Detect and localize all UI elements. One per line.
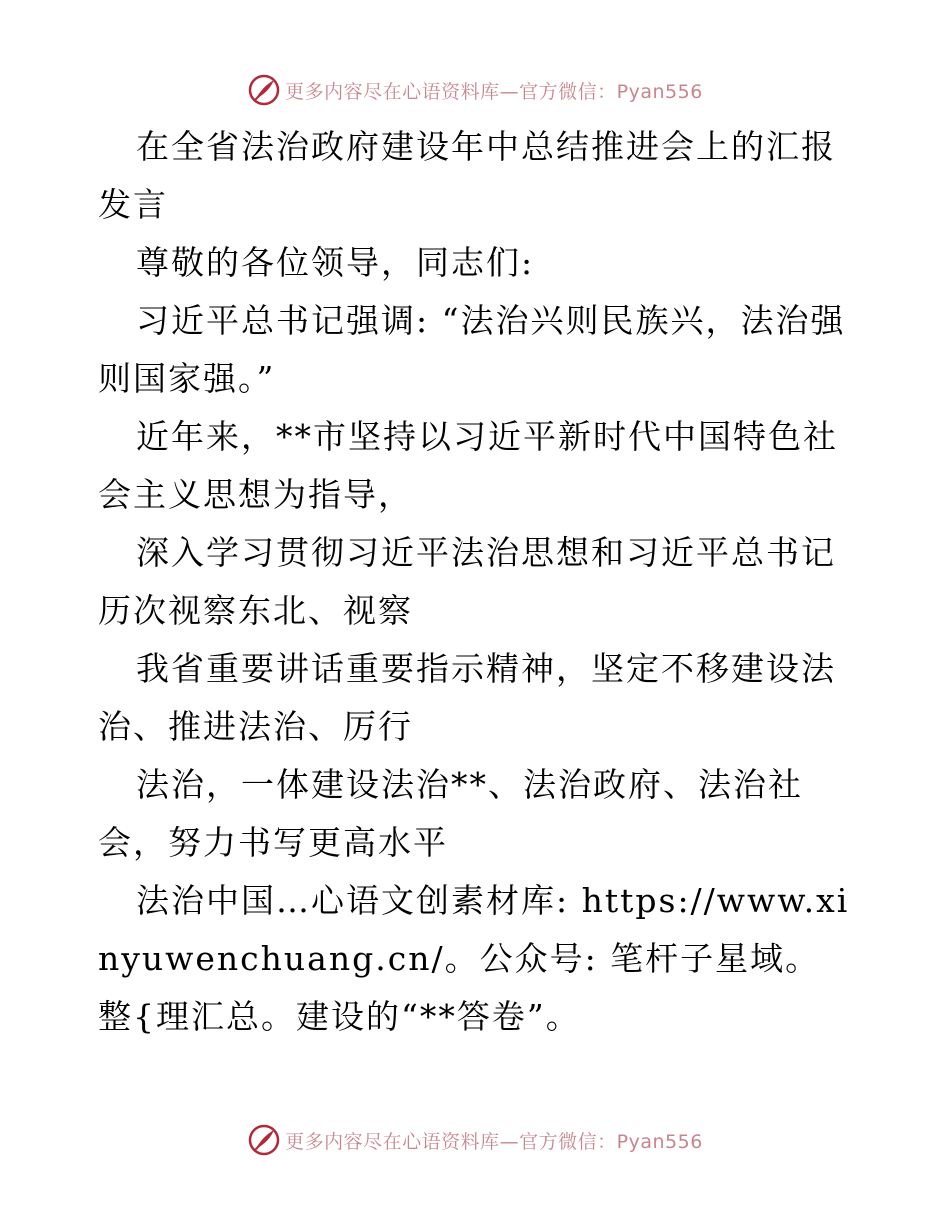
paragraph: 深入学习贯彻习近平法治思想和习近平总书记历次视察东北、视察 xyxy=(98,533,836,630)
header-banner-text: 更多内容尽在心语资料库—官方微信：Pyan556 xyxy=(285,80,703,103)
paragraph: 习近平总书记强调: “法治兴则民族兴，法治强则国家强。” xyxy=(98,301,846,398)
quill-logo-icon xyxy=(247,1123,281,1157)
document-title: 在全省法治政府建设年中总结推进会上的汇报发言 xyxy=(98,127,836,224)
header-banner xyxy=(0,70,950,110)
paragraph: 法治中国…心语文创素材库: https://www.xinyuwenchuang.cn/。公众号: 笔杆子星域。整{理汇总。建设的“**答卷”。 xyxy=(98,881,850,1036)
salutation: 尊敬的各位领导，同志们: xyxy=(136,243,535,282)
paragraph: 法治，一体建设法治**、法治政府、法治社会，努力书写更高水平 xyxy=(98,765,803,862)
document-body xyxy=(98,118,854,1046)
footer-banner-text: 更多内容尽在心语资料库—官方微信：Pyan556 xyxy=(285,1130,703,1153)
footer-banner xyxy=(0,1120,950,1160)
paragraph: 近年来，**市坚持以习近平新时代中国特色社会主义思想为指导， xyxy=(98,417,838,514)
paragraph: 我省重要讲话重要指示精神，坚定不移建设法治、推进法治、厉行 xyxy=(98,649,836,746)
quill-logo-icon xyxy=(247,73,281,107)
